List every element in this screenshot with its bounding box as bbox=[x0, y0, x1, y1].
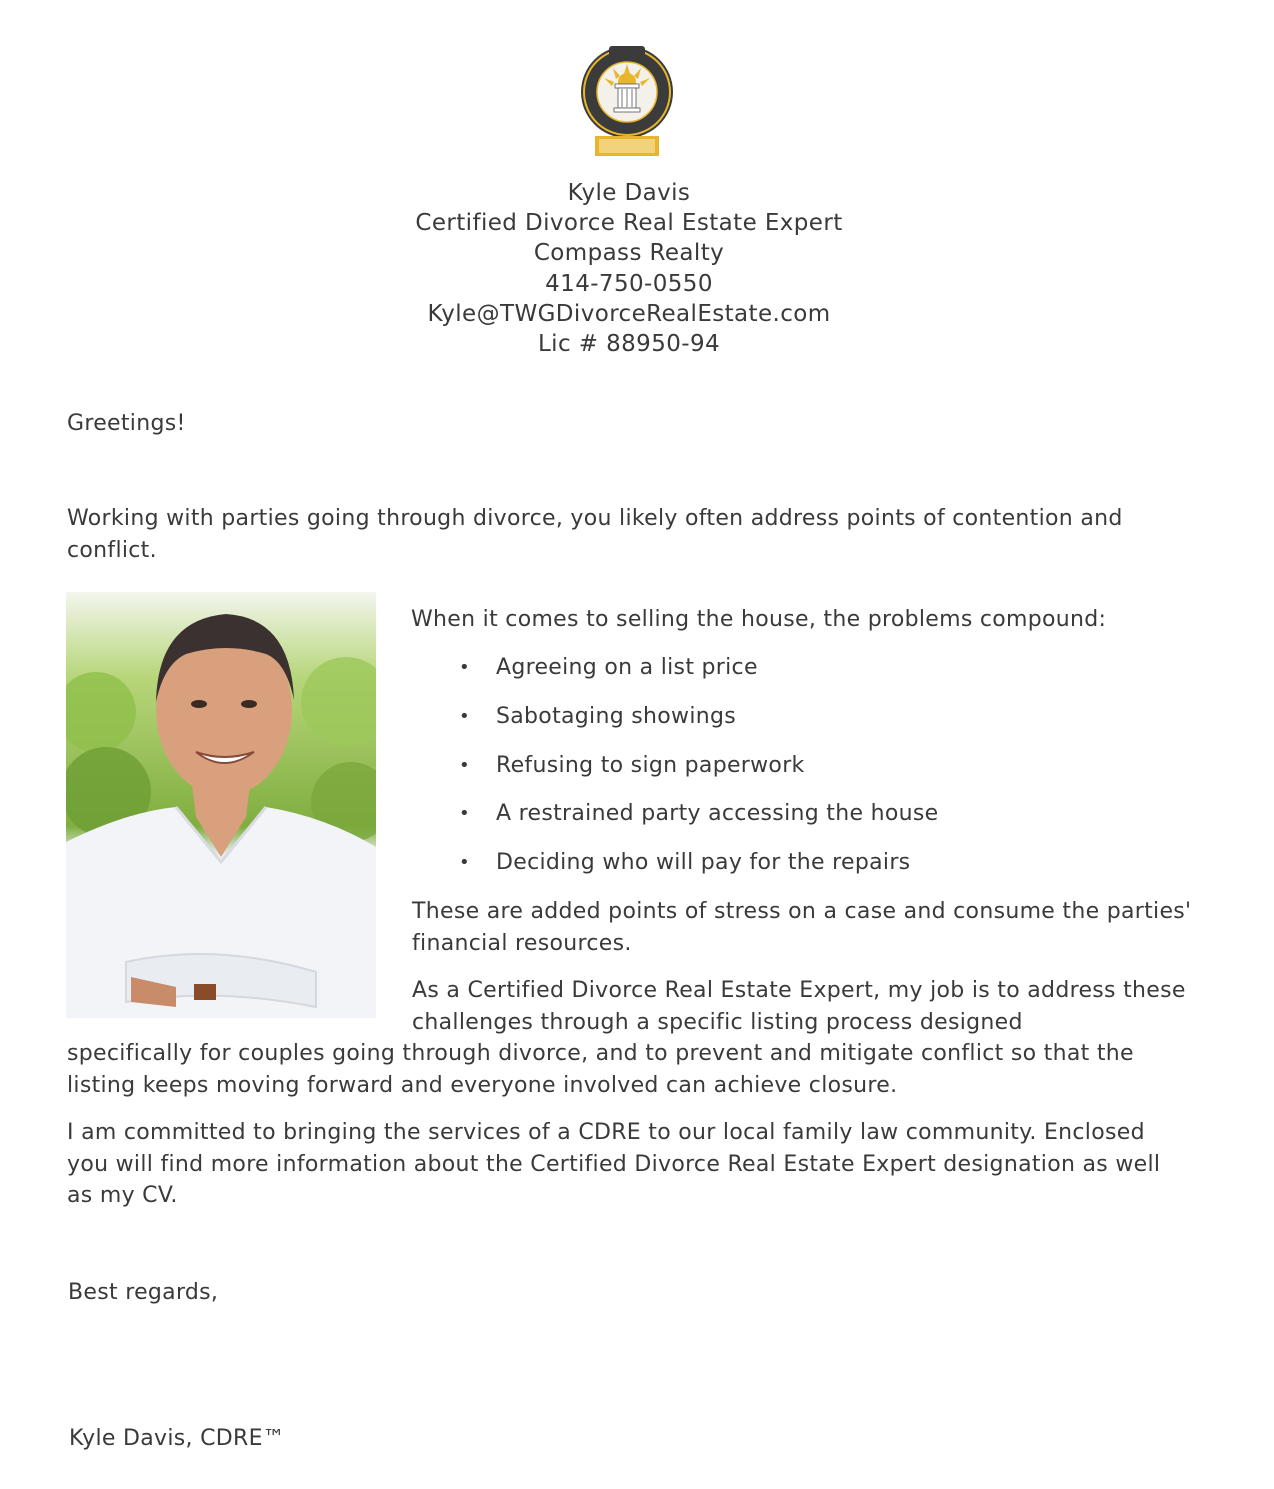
list-item-text: Deciding who will pay for the repairs bbox=[496, 850, 911, 876]
agent-name: Kyle Davis bbox=[567, 180, 691, 206]
list-item bbox=[456, 798, 938, 847]
list-item bbox=[456, 750, 938, 799]
cdre-seal-icon bbox=[577, 44, 677, 159]
bullet-dot: • bbox=[459, 657, 470, 678]
expert-paragraph-part1: As a Certified Divorce Real Estate Expert, my job is to address these challenges through a specific listing process designed bbox=[412, 978, 1186, 1035]
list-item bbox=[456, 701, 938, 750]
list-item bbox=[456, 652, 938, 701]
problems-list bbox=[456, 652, 938, 896]
bullet-dot: • bbox=[459, 754, 470, 776]
intro-paragraph: Working with parties going through divorce, you likely often address points of contention and conflict. bbox=[67, 506, 1123, 563]
agent-title: Certified Divorce Real Estate Expert bbox=[415, 210, 843, 237]
list-item-text: Agreeing on a list price bbox=[496, 655, 758, 680]
phone-number: 414-750-0550 bbox=[545, 270, 713, 297]
bullet-dot: • bbox=[459, 803, 470, 825]
list-item-text: A restrained party accessing the house bbox=[496, 801, 939, 827]
stress-paragraph: These are added points of stress on a case and consume the parties' financial resources. bbox=[412, 899, 1192, 956]
headshot-image bbox=[66, 592, 376, 1018]
expert-paragraph-part2: specifically for couples going through divorce, and to prevent and mitigate conflict so that the listing keeps moving forward and everyone involved can achieve closure. bbox=[67, 1041, 1134, 1098]
compound-paragraph: When it comes to selling the house, the problems compound: bbox=[411, 607, 1107, 632]
company-name: Compass Realty bbox=[533, 240, 725, 267]
cdre-alumni-logo bbox=[577, 44, 677, 159]
signature-name: Kyle Davis, CDRE™ bbox=[69, 1426, 286, 1451]
greeting: Greetings! bbox=[67, 411, 186, 436]
list-item bbox=[456, 847, 938, 896]
closing: Best regards, bbox=[68, 1280, 219, 1305]
email-address: Kyle@TWGDivorceRealEstate.com bbox=[427, 300, 831, 327]
license-number: Lic # 88950-94 bbox=[537, 331, 721, 358]
bullet-dot: • bbox=[459, 705, 470, 727]
list-item-text: Refusing to sign paperwork bbox=[496, 752, 805, 778]
bullet-dot: • bbox=[459, 852, 470, 874]
committed-paragraph: I am committed to bringing the services of a CDRE to our local family law community. Enclosed you will find more information about the Certified Divorce Real Estate Expert designation as well as my CV. bbox=[67, 1120, 1161, 1208]
list-item-text: Sabotaging showings bbox=[496, 703, 736, 729]
letterhead bbox=[0, 178, 1258, 359]
agent-photo bbox=[66, 592, 376, 1018]
